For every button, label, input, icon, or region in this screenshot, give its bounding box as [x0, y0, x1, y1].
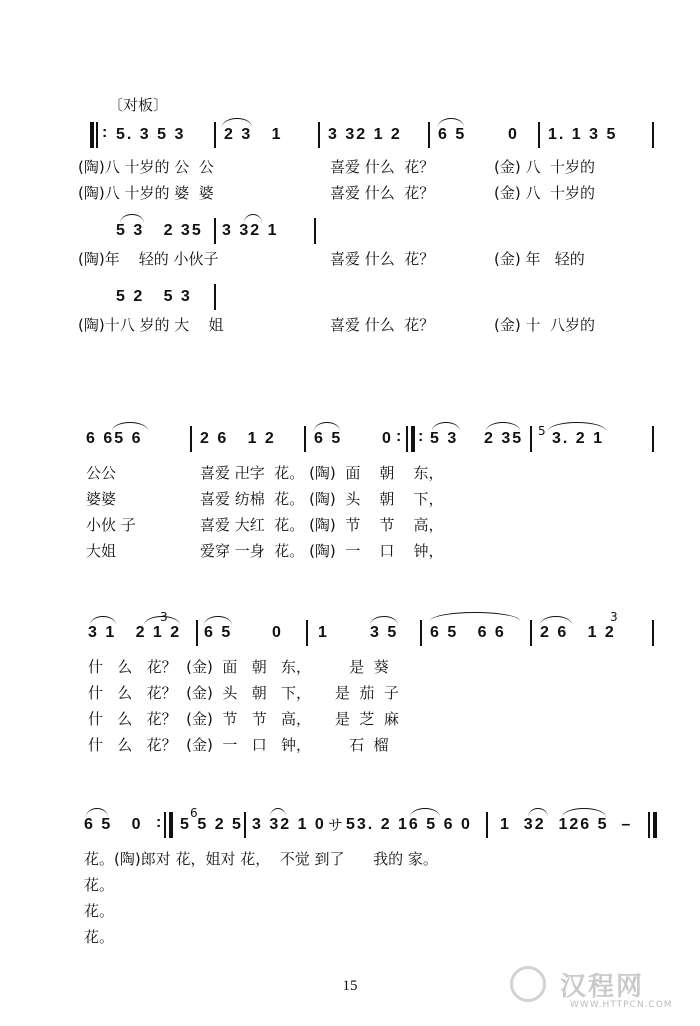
tempo-marking: 〔对板〕	[108, 96, 169, 114]
lyric: 花。	[84, 876, 115, 894]
measure: 5 3	[430, 430, 459, 447]
measure: 5 2 5 3	[116, 288, 192, 305]
barline	[214, 122, 216, 148]
measure: 3 5	[370, 624, 399, 641]
lyric: (金) 年 轻的	[494, 250, 585, 268]
lyric: 什 么 花？ (金) 节 节 高， 是 芝 麻	[88, 710, 399, 728]
measure: 3. 2 1	[552, 430, 605, 447]
measure: 2 3 1	[224, 126, 283, 143]
grace-note: 5	[538, 424, 546, 438]
watermark-logo-icon	[510, 966, 546, 1002]
barline	[420, 620, 422, 646]
barline	[314, 218, 316, 244]
barline	[214, 218, 216, 244]
barline	[164, 812, 166, 838]
section3-lyrics	[0, 312, 700, 342]
measure: 3 32 1 0	[252, 816, 326, 833]
repeat-barline	[169, 812, 173, 838]
section1-lyrics-2	[0, 180, 700, 210]
lyric: 喜爱 纺棉 花。 (陶) 头 朝 下，	[200, 490, 444, 508]
section6-lyrics-4	[0, 924, 700, 954]
lyric: 喜爱 什么 花？	[330, 158, 435, 176]
barline	[538, 122, 540, 148]
barline	[652, 620, 654, 646]
measure: 3 32 1 2	[328, 126, 402, 143]
section3-notes	[0, 284, 700, 314]
lyric: 喜爱 什么 花？	[330, 184, 435, 202]
lyric: (陶)十八 岁的 大 姐	[78, 316, 224, 334]
barline	[648, 812, 650, 838]
measure: 6 65 6	[86, 430, 143, 447]
lyric: 什 么 花？ (金) 面 朝 东， 是 葵	[88, 658, 389, 676]
lyric: (金) 八 十岁的	[494, 184, 596, 202]
barline	[190, 426, 192, 452]
lyric: 花。	[84, 902, 115, 920]
measure: 2 35	[484, 430, 524, 447]
barline	[306, 620, 308, 646]
section2-lyrics	[0, 246, 700, 276]
barline	[96, 122, 98, 148]
lyric: (陶)八 十岁的 婆 婆	[78, 184, 214, 202]
lyric: (金) 八 十岁的	[494, 158, 596, 176]
measure: 6 5 0	[84, 816, 143, 833]
measure: 2 6 1 2	[200, 430, 276, 447]
lyric: 喜爱 什么 花？	[330, 250, 435, 268]
barline	[428, 122, 430, 148]
barline	[196, 620, 198, 646]
watermark-brand: 汉程网	[560, 972, 645, 1002]
measure: 6 5	[438, 126, 467, 143]
grace-note: 6	[190, 806, 198, 820]
section1-notes: : 5. 3 5 3 2 3 1 3 32 1 2 6 5 0 1. 1 3 5	[0, 122, 700, 152]
lyric: 花。(陶)郎对 花，姐对 花， 不觉 到了 我的 家。	[84, 850, 438, 868]
section2-notes	[0, 218, 700, 248]
measure: 2 6 1 2	[540, 624, 616, 641]
lyric: (陶)八 十岁的 公 公	[78, 158, 214, 176]
measure: 6 5 6 6	[430, 624, 506, 641]
section5-notes	[0, 610, 700, 650]
barline	[318, 122, 320, 148]
measure: 53. 2 16 5 6 0	[346, 816, 472, 833]
section5-lyrics-4	[0, 732, 700, 762]
measure: 5 5 2 5	[180, 816, 243, 833]
lyric: 花。	[84, 928, 115, 946]
lyric: 什 么 花？ (金) 一 口 钟， 石 榴	[88, 736, 389, 754]
lyric: 小伙 子	[86, 516, 136, 534]
rest: 0	[382, 430, 393, 447]
free-tempo-sign: サ	[328, 816, 344, 834]
barline	[406, 426, 408, 452]
rest: 0	[508, 126, 519, 143]
measure: 3 32 1	[222, 222, 279, 239]
page-number: 15	[342, 978, 358, 994]
barline	[244, 812, 246, 838]
barline	[486, 812, 488, 838]
lyric: 爱穿 一身 花。 (陶) 一 口 钟，	[200, 542, 444, 560]
measure: 5. 3 5 3	[116, 126, 186, 143]
lyric: (陶)年 轻的 小伙子	[78, 250, 219, 268]
lyric: 什 么 花？ (金) 头 朝 下， 是 茄 子	[88, 684, 399, 702]
rest: 0	[272, 624, 283, 641]
lyric: (金) 十 八岁的	[494, 316, 596, 334]
measure: 3 1 2 1 2	[88, 624, 182, 641]
barline	[214, 284, 216, 310]
repeat-barline	[411, 426, 415, 452]
measure: 6 5	[314, 430, 343, 447]
barline	[530, 426, 532, 452]
measure: 1. 1 3 5	[548, 126, 618, 143]
section4-notes: 6 65 6 2 6 1 2 6 5 0 : : 5 3 2 35 5 3. 2 1	[0, 426, 700, 456]
section4-lyrics-4	[0, 538, 700, 568]
lyric: 公公	[86, 464, 117, 482]
repeat-start-barline	[90, 122, 94, 148]
barline	[304, 426, 306, 452]
measure: 6 5	[204, 624, 233, 641]
final-barline	[653, 812, 657, 838]
measure: 5 3 2 35	[116, 222, 203, 239]
lyric: 喜爱 什么 花？	[330, 316, 435, 334]
lyric: 喜爱 卍字 花。 (陶) 面 朝 东，	[200, 464, 444, 482]
triplet-mark: 3	[160, 610, 168, 624]
barline	[652, 122, 654, 148]
lyric: 喜爱 大红 花。 (陶) 节 节 高，	[200, 516, 444, 534]
barline	[652, 426, 654, 452]
lyric: 大姐	[86, 542, 117, 560]
measure: 1 32 126 5 –	[500, 816, 633, 833]
triplet-mark: 3	[610, 610, 618, 624]
lyric: 婆婆	[86, 490, 117, 508]
measure: 1	[318, 624, 329, 641]
watermark-url: WWW.HTTPCN.COM	[570, 1000, 673, 1010]
section6-notes: 6 5 0 : 6 5 5 2 5 3 32 1 0 サ 53. 2 16 5 6 0 1 32 126 5 –	[0, 812, 700, 842]
barline	[530, 620, 532, 646]
